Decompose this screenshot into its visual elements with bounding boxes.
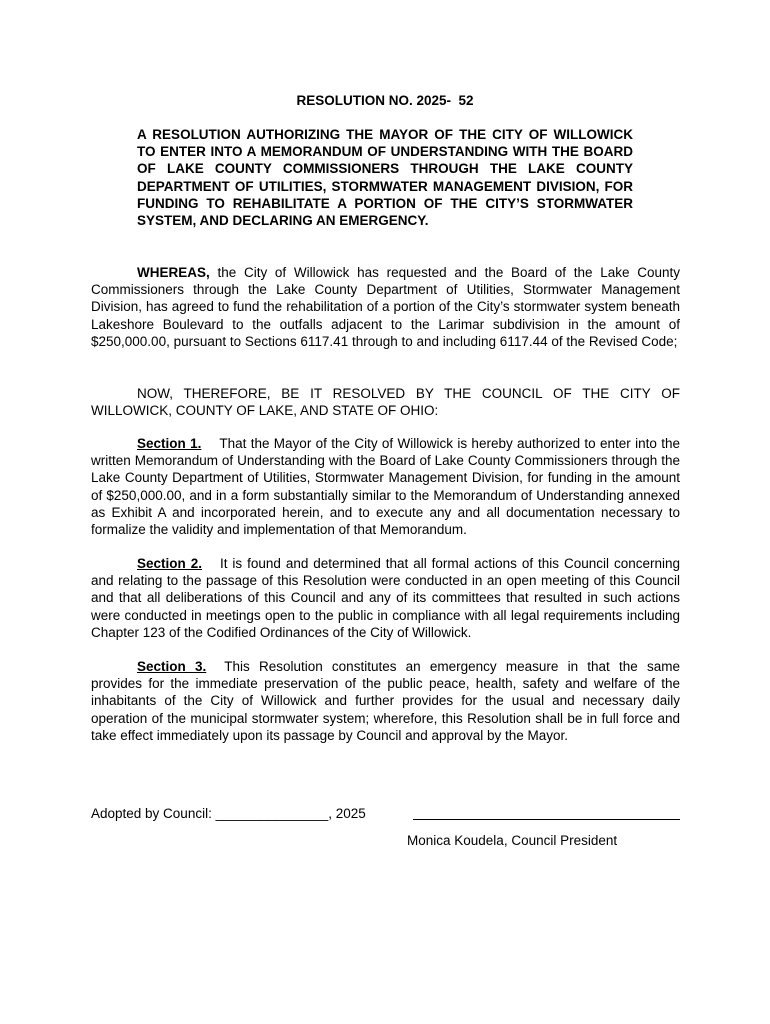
whereas-lead: WHEREAS,	[137, 265, 210, 280]
adopted-by-council-line: Adopted by Council: _______________, 2025	[91, 806, 366, 821]
signature-line	[413, 819, 680, 820]
whereas-paragraph	[91, 264, 680, 350]
whereas-text: the City of Willowick has requested and the Board of the Lake County Commissioners through the Lake County Department of Utilities, Stormwater Management Division, has agreed to fund the rehabilitation of a portion of the City’s stormwater system beneath Lakeshore Boulevard to the outfalls adjacent to the Larimar subdivision in the amount of $250,000.00, pursuant to Sections 6117.41 through to and including 6117.44 of the Revised Code;	[91, 265, 680, 349]
resolution-caption: A RESOLUTION AUTHORIZING THE MAYOR OF THE CITY OF WILLOWICK TO ENTER INTO A MEMORANDUM OF UNDERSTANDING WITH THE BOARD OF LAKE COUNTY COMMISSIONERS THROUGH THE LAKE COUNTY DEPARTMENT OF UTILITIES, STORMWATER MANAGEMENT DIVISION, FOR FUNDING TO REHABILITATE A PORTION OF THE CITY’S STORMWATER SYSTEM, AND DECLARING AN EMERGENCY.	[137, 127, 633, 229]
section-2-label: Section 2.	[137, 556, 202, 571]
resolved-paragraph: NOW, THEREFORE, BE IT RESOLVED BY THE COUNCIL OF THE CITY OF WILLOWICK, COUNTY OF LAKE, AND STATE OF OHIO:	[91, 386, 680, 419]
section-3-text: This Resolution constitutes an emergency measure in that the same provides for the immediate preservation of the public peace, health, safety and welfare of the inhabitants of the City of Willowick and further provides for the usual and necessary daily operation of the municipal stormwater system; wherefore, this Resolution shall be in full force and take effect immediately upon its passage by Council and approval by the Mayor.	[91, 659, 680, 743]
section-1-text: That the Mayor of the City of Willowick is hereby authorized to enter into the written Memorandum of Understanding with the Board of Lake County Commissioners through the Lake County Department of Utilities, Stormwater Management Division, for funding in the amount of $250,000.00, and in a form substantially similar to the Memorandum of Understanding annexed as Exhibit A and incorporated herein, and to execute any and all documentation necessary to formalize the validity and implementation of that Memorandum.	[91, 436, 680, 538]
section-3-paragraph	[91, 658, 680, 744]
section-2-paragraph	[91, 555, 680, 641]
section-2-text: It is found and determined that all formal actions of this Council concerning and relating to the passage of this Resolution were conducted in an open meeting of this Council and that all deliberations of this Council and any of its committees that resulted in such actions were conducted in meetings open to the public in compliance with all legal requirements including Chapter 123 of the Codified Ordinances of the City of Willowick.	[91, 556, 680, 640]
section-3-label: Section 3.	[137, 659, 207, 674]
resolution-title: RESOLUTION NO. 2025- 52	[296, 93, 474, 108]
council-president-name: Monica Koudela, Council President	[407, 833, 618, 848]
section-1-paragraph	[91, 435, 680, 538]
section-1-label: Section 1.	[137, 436, 202, 451]
